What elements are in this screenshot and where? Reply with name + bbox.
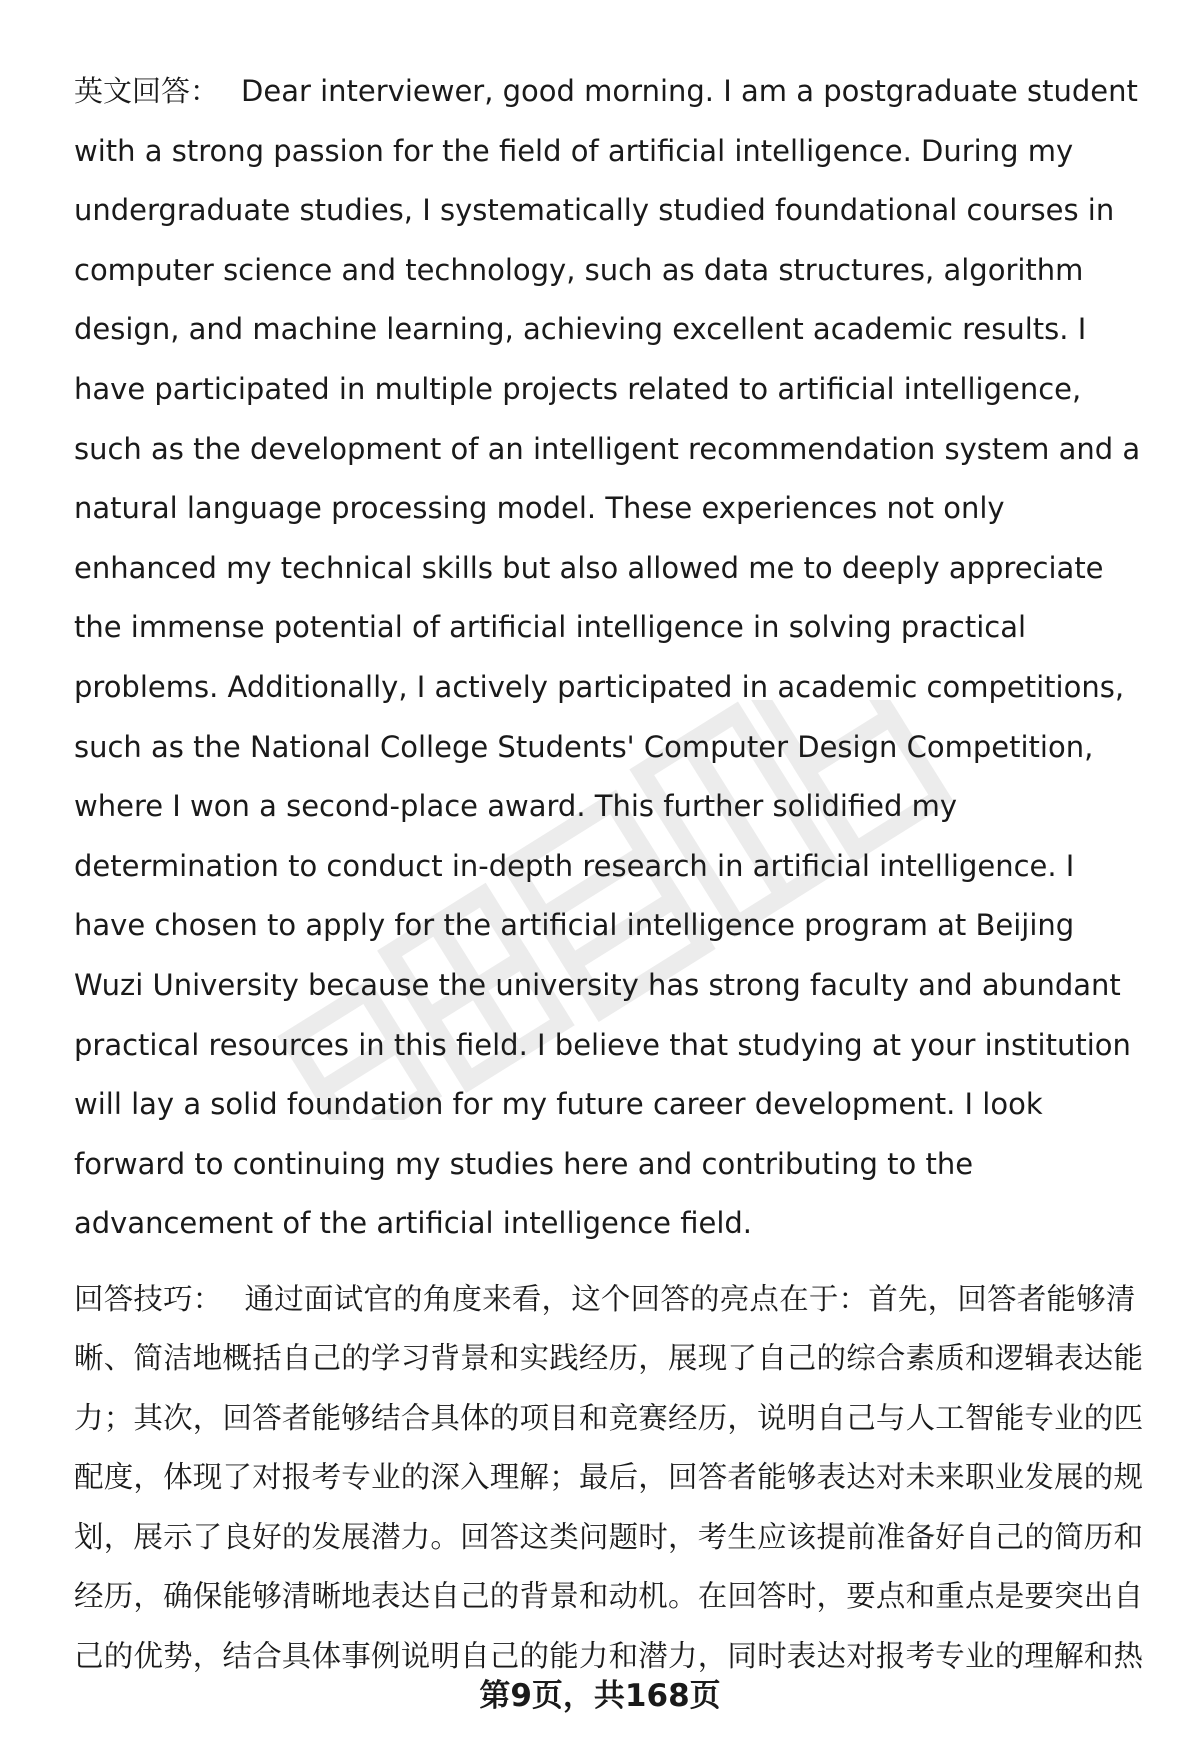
answer-tips-text: 通过面试官的角度来看，这个回答的亮点在于：首先，回答者能够清晰、简洁地概括自己的学习背景和实践经历，展现了自己的综合素质和逻辑表达能力；其次，回答者能够结合具体的项目和竞赛经历，说明自己与人工智能专业的匹配度，体现了对报考专业的深入理解；最后，回答者能够表达对未来职业发展的规划，展示了良好的发展潜力。回答这类问题时，考生应该提前准备好自己的简历和经历，确保能够清晰地表达自己的背景和动机。在回答时，要点和重点是要突出自己的优势，结合具体事例说明自己的能力和潜力，同时表达对报考专业的理解和热 xyxy=(74,1281,1144,1673)
answer-tips-label: 回答技巧： xyxy=(74,1281,223,1316)
english-answer-label: 英文回答： xyxy=(74,74,220,108)
english-answer-text: Dear interviewer, good morning. I am a postgraduate student with a strong passion for the field of artificial intelligence. During my undergraduate studies, I systematically studied foundational courses in computer science and technology, such as data structures, algorithm design, and machine learning, achieving excellent academic results. I have participated in multiple projects related to artificial intelligence, such as the development of an intelligent recommendation system and a natural language processing model. These experiences not only enhanced my technical skills but also allowed me to deeply appreciate the immense potential of artificial intelligence in solving practical problems. Additionally, I actively participated in academic competitions, such as the National College Students' Computer Design Competition, where I won a second-place award. This further solidified my determination to conduct in-depth research in artificial intelligence. I have chosen to apply for the artificial intelligence program at Beijing Wuzi University because the university has strong faculty and abundant practical resources in this field. I believe that studying at your institution will lay a solid foundation for my future career development. I look forward to continuing my studies here and contributing to the advancement of the artificial intelligence field. xyxy=(74,74,1141,1241)
english-answer-paragraph xyxy=(74,62,1150,1254)
main-content xyxy=(74,62,1150,1686)
answer-tips-paragraph xyxy=(74,1270,1150,1687)
page-number-footer: 第9页，共168页 xyxy=(479,1678,721,1714)
